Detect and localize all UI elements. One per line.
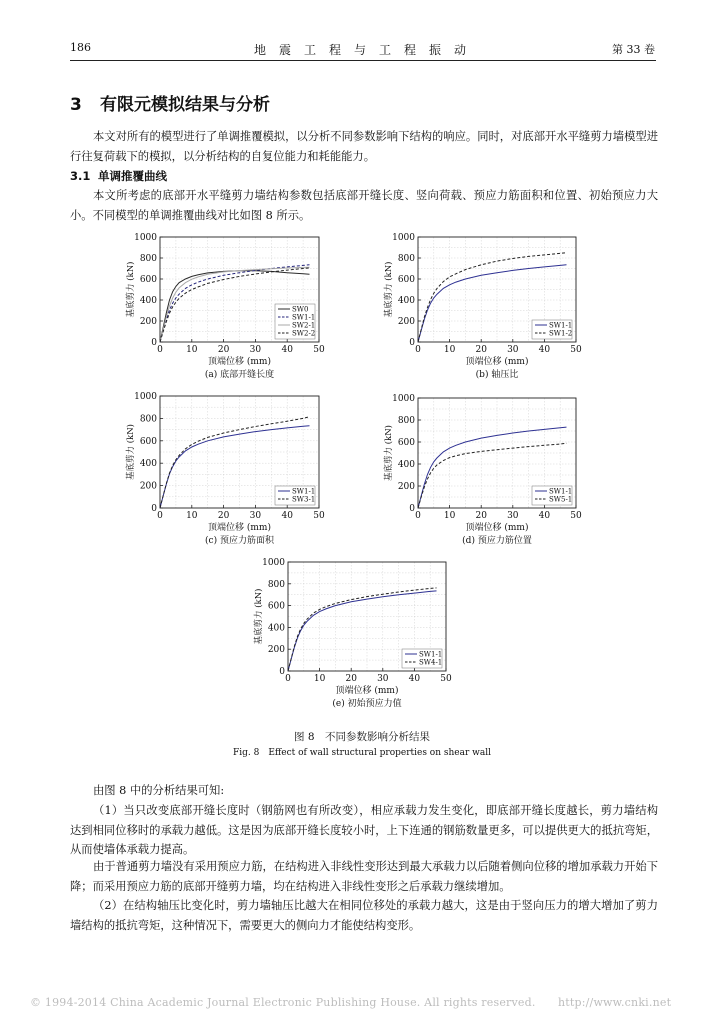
y-tick-label: 600 [139,275,157,285]
paragraph-axial-ratio: （2）在结构轴压比变化时，剪力墙轴压比越大在相同位移处的承载力越大，这是由于竖向压力的增大增加了剪力墙结构的抵抗弯矩，这种情况下，需要更大的侧向力才能使结构变形。 [70,899,658,932]
x-tick-label: 0 [157,511,163,521]
x-tick-label: 50 [313,345,325,355]
chart-panel-5 [253,558,452,709]
x-tick-label: 30 [507,511,519,521]
y-axis-label: 基底剪力 (kN) [126,424,136,480]
y-tick-label: 200 [267,645,285,656]
x-tick-label: 10 [313,674,326,684]
paragraph-prestress-effect: 由于普通剪力墙没有采用预应力筋，在结构进入非线性变形达到最大承载力以后随着侧向位移的增加承载力开始下降；而采用预应力筋的底部开缝剪力墙，均在结构进入非线性变形之后承载力继续增加。 [70,860,658,893]
x-tick-label: 40 [538,511,551,521]
y-tick-label: 0 [409,338,415,348]
x-tick-label: 10 [186,511,198,521]
x-axis-label: 顶端位移 (mm) [465,523,529,533]
subsection-title: 单调推覆曲线 [98,169,167,183]
x-tick-label: 20 [217,511,230,521]
y-tick-label: 800 [397,416,415,426]
legend-entry: SW2-1 [292,321,316,330]
x-tick-label: 30 [377,674,389,684]
section-number: 3 [70,95,82,115]
legend-entry: SW3-1 [292,495,316,504]
x-tick-label: 20 [217,345,230,355]
x-tick-label: 0 [285,674,291,684]
page-number: 186 [70,41,91,54]
subfigure-caption: (b) 轴压比 [475,370,519,380]
subfigure-caption: (c) 预应力筋面积 [205,536,274,546]
y-tick-label: 1000 [392,233,415,243]
x-tick-label: 20 [345,674,357,684]
y-tick-label: 600 [139,436,157,447]
y-tick-label: 200 [397,317,415,327]
copyright-footer: © 1994-2014 China Academic Journal Electronic Publishing House. All rights reserved. http://www.cnki.net [30,996,672,1009]
y-tick-label: 0 [409,504,415,514]
y-tick-label: 200 [397,482,415,492]
x-axis-label: 顶端位移 (mm) [208,357,271,367]
x-axis-label: 顶端位移 (mm) [335,686,399,696]
y-tick-label: 0 [151,504,157,514]
x-tick-label: 0 [415,345,421,355]
chart-panel-1 [125,233,325,380]
x-tick-label: 40 [281,511,293,521]
y-tick-label: 200 [139,481,157,492]
y-tick-label: 400 [267,623,285,634]
legend-entry: SW1-1 [292,487,316,496]
x-tick-label: 0 [415,511,421,521]
legend-entry: SW1-1 [549,321,573,330]
y-tick-label: 800 [267,579,285,590]
x-tick-label: 0 [157,345,163,355]
x-axis-label: 顶端位移 (mm) [465,357,529,367]
y-tick-label: 400 [397,296,415,306]
x-tick-label: 10 [186,345,198,355]
subfigure-caption: (a) 底部开缝长度 [204,370,275,380]
x-tick-label: 10 [443,511,456,521]
legend-entry: SW1-1 [549,487,573,496]
x-tick-label: 40 [408,674,421,684]
x-tick-label: 50 [440,674,452,684]
y-tick-label: 1000 [392,394,415,404]
x-tick-label: 50 [570,511,582,521]
x-tick-label: 10 [443,345,456,355]
y-tick-label: 200 [139,317,157,327]
legend-entry: SW1-1 [419,650,443,659]
section-title: 有限元模拟结果与分析 [100,95,270,115]
y-tick-label: 0 [151,338,157,348]
legend-entry: SW2-2 [292,329,316,338]
y-tick-label: 400 [397,460,415,470]
y-tick-label: 1000 [134,392,157,402]
y-tick-label: 600 [397,438,415,448]
figure-caption-en: Fig. 8 Effect of wall structural properties on shear wall [233,748,491,758]
x-tick-label: 50 [570,345,582,355]
subsection-number: 3.1 [70,169,91,183]
subfigure-caption: (e) 初始预应力值 [332,699,402,709]
legend-entry: SW0 [292,305,309,314]
y-tick-label: 800 [139,414,157,425]
y-tick-label: 400 [139,296,157,306]
chart-panel-2 [383,233,582,380]
y-axis-label: 基底剪力 (kN) [384,261,394,318]
y-axis-label: 基底剪力 (kN) [254,588,264,645]
figure-caption-cn: 图 8 不同参数影响分析结果 [293,731,431,743]
legend-entry: SW5-1 [549,495,573,504]
chart-panel-4 [383,394,582,546]
paragraph-results-intro: 由图 8 中的分析结果可知: [93,784,225,797]
y-tick-label: 0 [279,667,285,677]
y-tick-label: 400 [139,459,157,470]
x-axis-label: 顶端位移 (mm) [208,523,271,533]
y-tick-label: 1000 [134,233,157,243]
x-tick-label: 40 [281,345,293,355]
y-axis-label: 基底剪力 (kN) [384,425,394,481]
y-axis-label: 基底剪力 (kN) [126,261,136,318]
x-tick-label: 40 [538,345,551,355]
volume-label: 第 33 卷 [612,43,655,56]
paragraph-intro: 本文对所有的模型进行了单调推覆模拟，以分析不同参数影响下结构的响应。同时，对底部开水平缝剪力墙模型进行往复荷载下的模拟，以分析结构的自复位能力和耗能能力。 [70,130,658,163]
chart-panel-3 [125,392,325,546]
x-tick-label: 30 [249,345,262,355]
x-tick-label: 30 [507,345,519,355]
x-tick-label: 50 [313,511,325,521]
legend-entry: SW1-2 [549,329,573,338]
y-tick-label: 800 [397,254,415,264]
x-tick-label: 20 [475,511,487,521]
y-tick-label: 600 [267,601,285,612]
paragraph-slot-length: （1）当只改变底部开缝长度时（钢筋网也有所改变），相应承载力发生变化，即底部开缝长度越长，剪力墙结构达到相同位移时的承载力越低。这是因为底部开缝长度较小时，上下连通的钢筋数量更多，可以提供更大的抵抗弯矩，从而使墙体承载力提高。 [70,804,658,856]
x-tick-label: 30 [249,511,262,521]
legend-entry: SW4-1 [419,658,443,667]
x-tick-label: 20 [475,345,487,355]
y-tick-label: 1000 [262,558,285,568]
legend-entry: SW1-1 [292,313,316,322]
y-tick-label: 800 [139,254,157,264]
y-tick-label: 600 [397,275,415,285]
journal-title: 地震工程与工程振动 [254,43,480,57]
paragraph-parameters: 本文所考虑的底部开水平缝剪力墙结构参数包括底部开缝长度、竖向荷载、预应力筋面积和位置、初始预应力大小。不同模型的单调推覆曲线对比如图 8 所示。 [70,189,658,222]
subfigure-caption: (d) 预应力筋位置 [462,536,532,546]
